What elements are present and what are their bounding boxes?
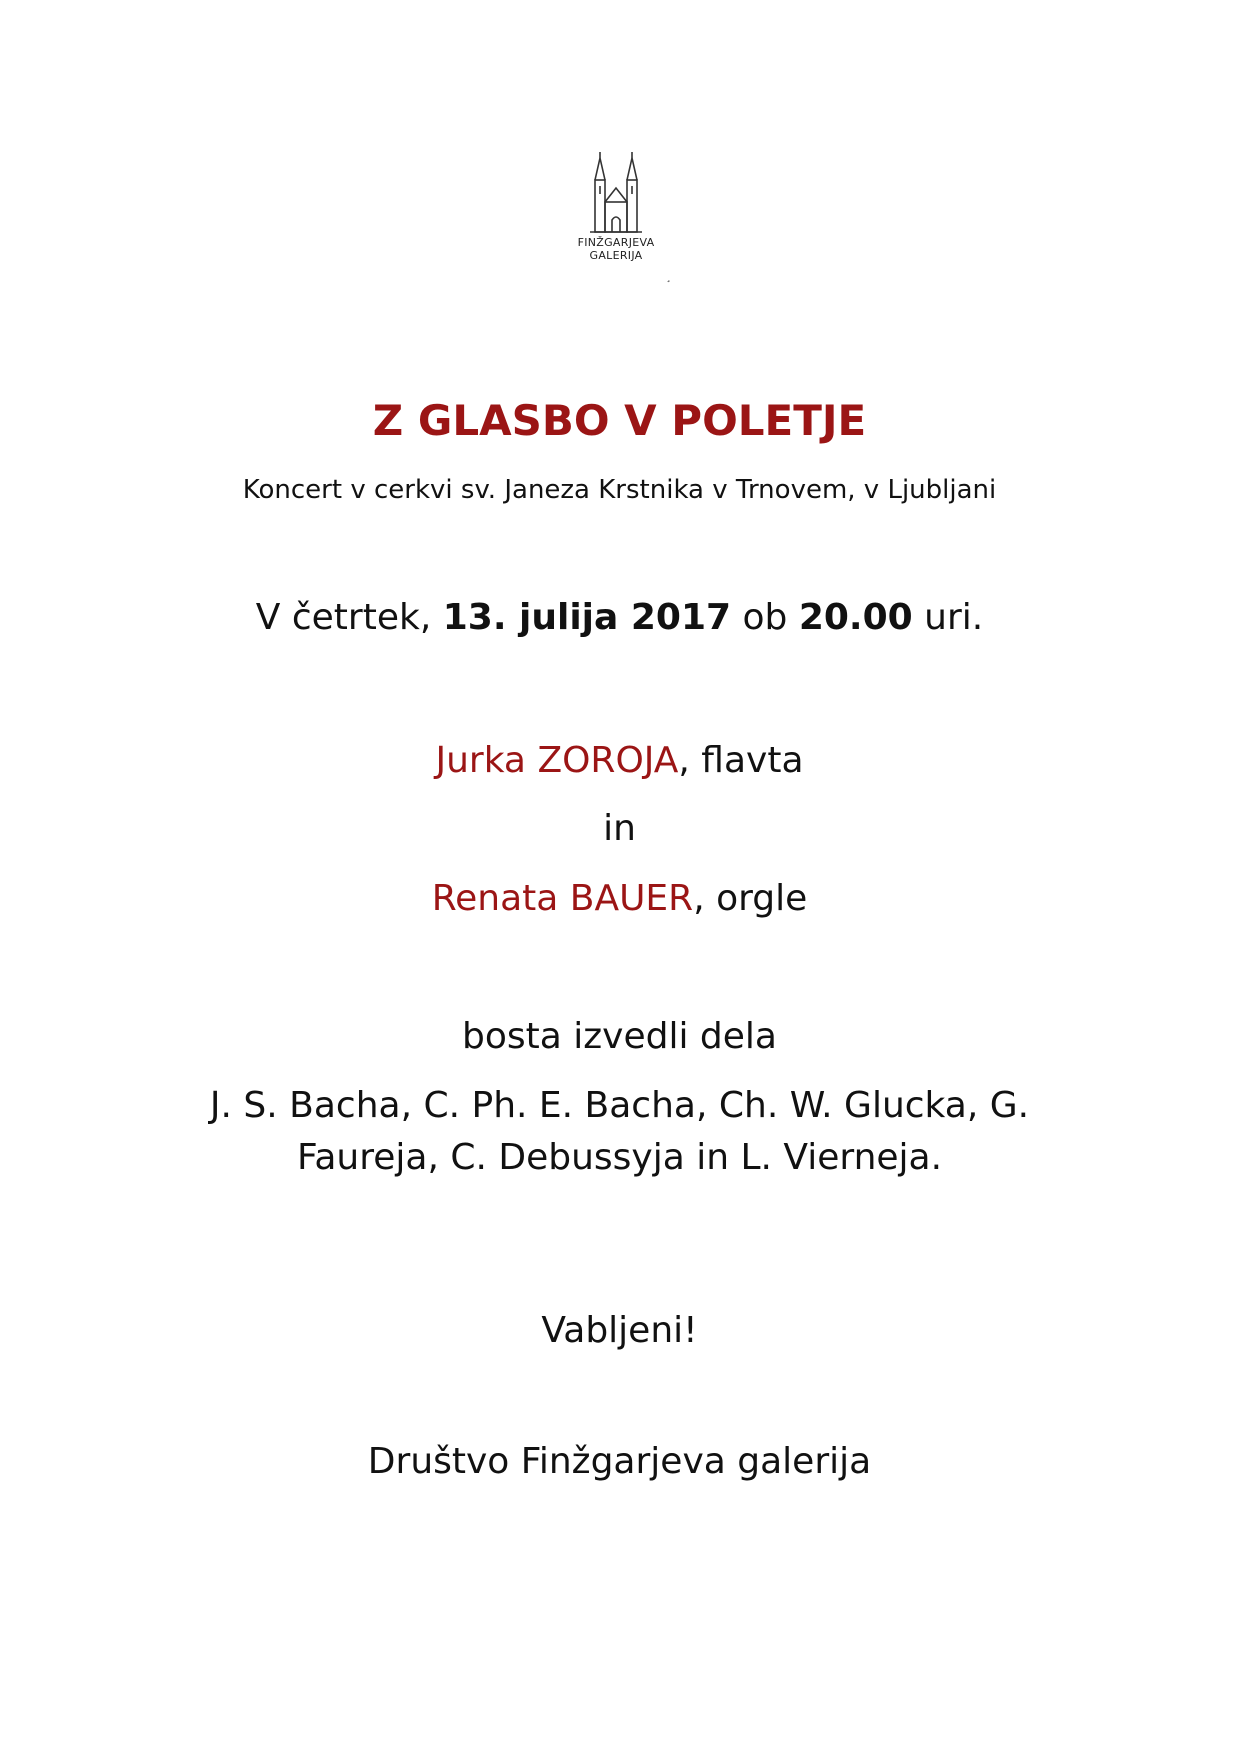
performer-1 <box>0 740 1239 781</box>
gallery-logo <box>561 150 671 262</box>
event-time: 20.00 <box>798 597 913 638</box>
event-date-time <box>0 597 1239 638</box>
performer-2 <box>0 878 1239 919</box>
performer-1-role: , flavta <box>678 740 804 781</box>
date-prefix: V četrtek, <box>255 597 443 638</box>
performer-2-name: Renata BAUER <box>431 878 694 919</box>
conjunction: in <box>603 808 636 849</box>
program-intro: bosta izvedli dela <box>462 1016 777 1057</box>
logo-line-1: FINŽGARJEVA <box>577 236 655 249</box>
organizer: Društvo Finžgarjeva galerija <box>367 1441 872 1482</box>
performer-1-name: Jurka ZOROJA <box>435 740 679 781</box>
invitation: Vabljeni! <box>541 1310 698 1351</box>
subtitle: Koncert v cerkvi sv. Janeza Krstnika v Trnovem, v Ljubljani <box>242 475 997 505</box>
composers-line-2: Faureja, C. Debussyja in L. Vierneja. <box>296 1137 943 1178</box>
logo-tick-mark: ¸ <box>666 272 671 283</box>
page-title: Z GLASBO V POLETJE <box>372 396 867 445</box>
performer-2-role: , orgle <box>693 878 808 919</box>
date-middle: ob <box>731 597 799 638</box>
composers-line-1: J. S. Bacha, C. Ph. E. Bacha, Ch. W. Glucka, G. <box>209 1085 1030 1126</box>
composers-list <box>0 1080 1239 1184</box>
event-day: 13. julija 2017 <box>442 597 732 638</box>
date-suffix: uri. <box>912 597 984 638</box>
logo-line-2: GALERIJA <box>589 249 643 262</box>
church-icon <box>586 150 646 234</box>
